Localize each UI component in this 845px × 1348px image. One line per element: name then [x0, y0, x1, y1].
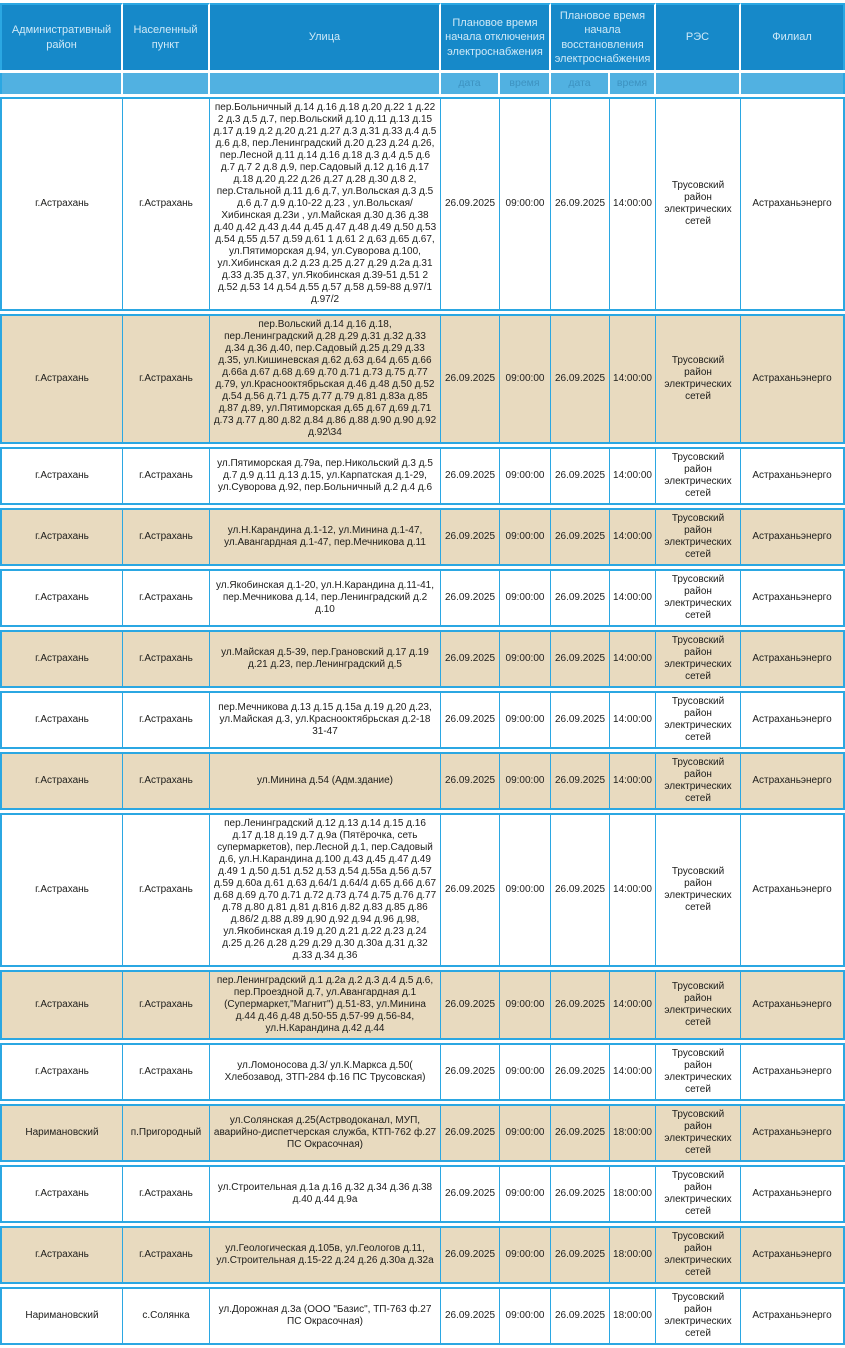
cell-settlement: г.Астрахань	[123, 630, 210, 688]
cell-street: ул.Пятиморская д.79а, пер.Никольский д.3 д.5 д.7 д.9 д.11 д.13 д.15, ул.Карпатская д.1-29, ул.Суворова д.92, пер.Больничный д.2 д.4 д.6	[210, 447, 441, 505]
cell-on-time: 14:00:00	[610, 314, 656, 444]
cell-settlement: с.Солянка	[123, 1287, 210, 1345]
cell-off-time: 09:00:00	[500, 752, 551, 810]
cell-settlement: г.Астрахань	[123, 1165, 210, 1223]
cell-res: Трусовский район электрических сетей	[656, 314, 741, 444]
column-header-outage-group: Плановое время начала отключения электроснабжения	[441, 3, 551, 70]
cell-on-time: 14:00:00	[610, 970, 656, 1040]
cell-off-time: 09:00:00	[500, 1165, 551, 1223]
cell-on-date: 26.09.2025	[551, 314, 610, 444]
table-row	[0, 1226, 845, 1284]
cell-off-date: 26.09.2025	[441, 1104, 500, 1162]
cell-street: ул.Ломоносова д.3/ ул.К.Маркса д.50( Хлебозавод, ЗТП-284 ф.16 ПС Трусовская)	[210, 1043, 441, 1101]
cell-settlement: п.Пригородный	[123, 1104, 210, 1162]
cell-on-time: 18:00:00	[610, 1165, 656, 1223]
cell-on-date: 26.09.2025	[551, 813, 610, 967]
cell-settlement: г.Астрахань	[123, 752, 210, 810]
column-header-restore-group: Плановое время начала восстановления электроснабжения	[551, 3, 656, 70]
cell-res: Трусовский район электрических сетей	[656, 813, 741, 967]
cell-res: Трусовский район электрических сетей	[656, 447, 741, 505]
cell-res: Трусовский район электрических сетей	[656, 1104, 741, 1162]
cell-on-date: 26.09.2025	[551, 1043, 610, 1101]
cell-on-date: 26.09.2025	[551, 569, 610, 627]
cell-res: Трусовский район электрических сетей	[656, 569, 741, 627]
cell-branch: Астраханьэнерго	[741, 1165, 845, 1223]
cell-branch: Астраханьэнерго	[741, 1043, 845, 1101]
table-row	[0, 1043, 845, 1101]
cell-street: пер.Мечникова д.13 д.15 д.15а д.19 д.20 д.23, ул.Майская д.3, ул.Краснооктябрьская д.2-18 31-47	[210, 691, 441, 749]
cell-on-time: 14:00:00	[610, 508, 656, 566]
cell-street: ул.Строительная д.1а д.16 д.32 д.34 д.36 д.38 д.40 д.44 д.9а	[210, 1165, 441, 1223]
cell-res: Трусовский район электрических сетей	[656, 1226, 741, 1284]
cell-street: ул.Якобинская д.1-20, ул.Н.Карандина д.11-41, пер.Мечникова д.14, пер.Ленинградский д.2 д.10	[210, 569, 441, 627]
cell-off-date: 26.09.2025	[441, 97, 500, 311]
table-row	[0, 1104, 845, 1162]
cell-district: г.Астрахань	[0, 752, 123, 810]
cell-street: ул.Н.Карандина д.1-12, ул.Минина д.1-47, ул.Авангардная д.1-47, пер.Мечникова д.11	[210, 508, 441, 566]
cell-district: г.Астрахань	[0, 97, 123, 311]
cell-on-time: 14:00:00	[610, 569, 656, 627]
cell-district: Наримановский	[0, 1104, 123, 1162]
cell-res: Трусовский район электрических сетей	[656, 508, 741, 566]
cell-branch: Астраханьэнерго	[741, 97, 845, 311]
cell-street: пер.Вольский д.14 д.16 д.18, пер.Ленинградский д.28 д.29 д.31 д.32 д.33 д.34 д.36 д.40, пер.Садовый д.25 д.29 д.33 д.35, ул.Кишиневская д.62 д.63 д.64 д.65 д.66 д.66а д.67 д.68 д.69 д.70 д.71 д.73 д.75 д.77 д.79, ул.Краснооктябрьская д.46 д.48 д.50 д.52 д.54 д.56 д.71 д.75 д.77 д.79 д.81 д.83а д.85 д.87 д.89, ул.Пятиморская д.65 д.67 д.69 д.71 д.73 д.77 д.80 д.82 д.84 д.86 д.88 д.90 д.90 д.92 д.92\34	[210, 314, 441, 444]
cell-settlement: г.Астрахань	[123, 1043, 210, 1101]
cell-off-time: 09:00:00	[500, 970, 551, 1040]
cell-res: Трусовский район электрических сетей	[656, 630, 741, 688]
cell-on-date: 26.09.2025	[551, 970, 610, 1040]
cell-district: г.Астрахань	[0, 813, 123, 967]
column-header-settlement: Населенный пункт	[123, 3, 210, 70]
cell-off-time: 09:00:00	[500, 1104, 551, 1162]
column-header-district: Административный район	[0, 3, 123, 70]
table-header	[0, 3, 845, 94]
cell-settlement: г.Астрахань	[123, 97, 210, 311]
cell-branch: Астраханьэнерго	[741, 813, 845, 967]
table-row	[0, 1287, 845, 1345]
cell-street: пер.Ленинградский д.12 д.13 д.14 д.15 д.16 д.17 д.18 д.19 д.7 д.9а (Пятёрочка, сеть супермаркетов), пер.Лесной д.1, пер.Садовый д.6, ул.Н.Карандина д.100 д.43 д.45 д.47 д.49 д.49 1 д.50 д.51 д.52 д.53 д.54 д.55а д.56 д.57 д.59 д.60а д.61 д.63 д.64/1 д.64/4 д.65 д.66 д.67 д.68 д.69 д.70 д.71 д.72 д.73 д.74 д.75 д.76 д.77 д.78 д.80 д.81 д.81 д.816 д.82 д.83 д.85 д.86 д.86/2 д.88 д.89 д.90 д.92 д.94 д.96 д.98, ул.Якобинская д.19 д.20 д.21 д.22 д.23 д.24 д.25 д.26 д.28 д.29 д.29 д.30 д.30а д.31 д.32 д.33 д.34 д.36	[210, 813, 441, 967]
cell-settlement: г.Астрахань	[123, 314, 210, 444]
cell-street: ул.Майская д.5-39, пер.Грановский д.17 д.19 д.21 д.23, пер.Ленинградский д.5	[210, 630, 441, 688]
cell-district: г.Астрахань	[0, 970, 123, 1040]
subheader-empty-district	[0, 73, 123, 94]
header-row-main	[0, 3, 845, 70]
cell-on-date: 26.09.2025	[551, 752, 610, 810]
cell-on-date: 26.09.2025	[551, 1104, 610, 1162]
cell-settlement: г.Астрахань	[123, 970, 210, 1040]
cell-on-date: 26.09.2025	[551, 1226, 610, 1284]
cell-on-time: 14:00:00	[610, 691, 656, 749]
table-row	[0, 314, 845, 444]
cell-on-time: 18:00:00	[610, 1226, 656, 1284]
cell-street: пер.Больничный д.14 д.16 д.18 д.20 д.22 1 д.22 2 д.3 д.5 д.7, пер.Вольский д.10 д.11 д.13 д.15 д.17 д.19 д.2 д.20 д.21 д.27 д.3 д.31 д.33 д.4 д.5 д.6 д.8, пер.Ленинградский д.20 д.23 д.24 д.26, пер.Лесной д.11 д.14 д.16 д.18 д.3 д.4 д.5 д.6 д.7 д.7 2 д.8 д.9, пер.Садовый д.12 д.16 д.17 д.18 д.20 д.22 д.26 д.27 д.28 д.30 д.8 2, пер.Стальной д.11 д.6 д.7, ул.Вольская д.3 д.5 д.6 д.7 д.9 д.10-22 д.23 , ул.Вольская/Хибинская д.23и , ул.Майская д.30 д.36 д.38 д.40 д.42 д.43 д.44 д.45 д.47 д.48 д.49 д.50 д.53 д.54 д.55 д.57 д.59 д.61 1 д.61 2 д.63 д.65 д.67, ул.Пятиморская д.94, ул.Суворова д.100, ул.Хибинская д.2 д.23 д.25 д.27 д.29 д.2а д.31 д.33 д.35 д.37, ул.Якобинская д.39-51 д.51 2 д.52 д.53 14 д.54 д.55 д.57 д.58 д.59-88 д.97/1 д.97/2	[210, 97, 441, 311]
cell-settlement: г.Астрахань	[123, 813, 210, 967]
cell-on-time: 14:00:00	[610, 630, 656, 688]
cell-branch: Астраханьэнерго	[741, 1287, 845, 1345]
cell-off-time: 09:00:00	[500, 447, 551, 505]
subheader-outage-date: дата	[441, 73, 500, 94]
table-row	[0, 508, 845, 566]
cell-branch: Астраханьэнерго	[741, 447, 845, 505]
cell-off-time: 09:00:00	[500, 1043, 551, 1101]
cell-on-time: 14:00:00	[610, 97, 656, 311]
cell-district: г.Астрахань	[0, 1165, 123, 1223]
cell-on-date: 26.09.2025	[551, 508, 610, 566]
cell-off-date: 26.09.2025	[441, 508, 500, 566]
cell-district: г.Астрахань	[0, 314, 123, 444]
cell-branch: Астраханьэнерго	[741, 1226, 845, 1284]
cell-off-time: 09:00:00	[500, 97, 551, 311]
cell-branch: Астраханьэнерго	[741, 314, 845, 444]
cell-branch: Астраханьэнерго	[741, 970, 845, 1040]
table-row	[0, 752, 845, 810]
table-row	[0, 447, 845, 505]
cell-on-time: 14:00:00	[610, 813, 656, 967]
cell-off-date: 26.09.2025	[441, 569, 500, 627]
cell-district: г.Астрахань	[0, 569, 123, 627]
table-row	[0, 691, 845, 749]
cell-off-date: 26.09.2025	[441, 630, 500, 688]
cell-district: г.Астрахань	[0, 691, 123, 749]
cell-off-date: 26.09.2025	[441, 970, 500, 1040]
cell-district: г.Астрахань	[0, 508, 123, 566]
subheader-empty-res	[656, 73, 741, 94]
cell-on-date: 26.09.2025	[551, 1165, 610, 1223]
cell-off-date: 26.09.2025	[441, 1043, 500, 1101]
cell-settlement: г.Астрахань	[123, 508, 210, 566]
cell-branch: Астраханьэнерго	[741, 691, 845, 749]
cell-off-time: 09:00:00	[500, 1226, 551, 1284]
subheader-outage-time: время	[500, 73, 551, 94]
cell-res: Трусовский район электрических сетей	[656, 1043, 741, 1101]
table-row	[0, 970, 845, 1040]
cell-on-time: 14:00:00	[610, 447, 656, 505]
cell-street: ул.Геологическая д.105в, ул.Геологов д.11, ул.Строительная д.15-22 д.24 д.26 д.30а д.32а	[210, 1226, 441, 1284]
cell-res: Трусовский район электрических сетей	[656, 691, 741, 749]
cell-off-date: 26.09.2025	[441, 1165, 500, 1223]
cell-off-time: 09:00:00	[500, 508, 551, 566]
cell-settlement: г.Астрахань	[123, 691, 210, 749]
cell-res: Трусовский район электрических сетей	[656, 752, 741, 810]
cell-settlement: г.Астрахань	[123, 569, 210, 627]
table-row	[0, 569, 845, 627]
cell-off-date: 26.09.2025	[441, 691, 500, 749]
cell-res: Трусовский район электрических сетей	[656, 1165, 741, 1223]
column-header-res: РЭС	[656, 3, 741, 70]
subheader-restore-date: дата	[551, 73, 610, 94]
cell-off-date: 26.09.2025	[441, 314, 500, 444]
cell-district: г.Астрахань	[0, 1043, 123, 1101]
cell-district: г.Астрахань	[0, 1226, 123, 1284]
cell-settlement: г.Астрахань	[123, 447, 210, 505]
cell-on-time: 18:00:00	[610, 1287, 656, 1345]
table-row	[0, 97, 845, 311]
column-header-branch: Филиал	[741, 3, 845, 70]
cell-street: ул.Солянская д.25(Астрводоканал, МУП, аварийно-диспетчерская служба, КТП-762 ф.27 ПС Окрасочная)	[210, 1104, 441, 1162]
cell-off-time: 09:00:00	[500, 813, 551, 967]
cell-off-date: 26.09.2025	[441, 752, 500, 810]
cell-on-time: 18:00:00	[610, 1104, 656, 1162]
cell-on-date: 26.09.2025	[551, 691, 610, 749]
cell-off-date: 26.09.2025	[441, 813, 500, 967]
cell-on-date: 26.09.2025	[551, 447, 610, 505]
cell-district: г.Астрахань	[0, 630, 123, 688]
cell-on-date: 26.09.2025	[551, 630, 610, 688]
subheader-restore-time: время	[610, 73, 656, 94]
cell-off-date: 26.09.2025	[441, 1287, 500, 1345]
table-row	[0, 630, 845, 688]
cell-off-time: 09:00:00	[500, 314, 551, 444]
cell-off-date: 26.09.2025	[441, 1226, 500, 1284]
table-body	[0, 97, 845, 1345]
cell-res: Трусовский район электрических сетей	[656, 1287, 741, 1345]
cell-res: Трусовский район электрических сетей	[656, 97, 741, 311]
subheader-empty-settlement	[123, 73, 210, 94]
column-header-street: Улица	[210, 3, 441, 70]
subheader-empty-street	[210, 73, 441, 94]
cell-off-time: 09:00:00	[500, 691, 551, 749]
cell-branch: Астраханьэнерго	[741, 508, 845, 566]
cell-district: г.Астрахань	[0, 447, 123, 505]
subheader-empty-branch	[741, 73, 845, 94]
cell-res: Трусовский район электрических сетей	[656, 970, 741, 1040]
cell-street: ул.Минина д.54 (Адм.здание)	[210, 752, 441, 810]
header-row-sub	[0, 73, 845, 94]
cell-off-time: 09:00:00	[500, 630, 551, 688]
cell-off-date: 26.09.2025	[441, 447, 500, 505]
cell-on-time: 14:00:00	[610, 752, 656, 810]
cell-on-time: 14:00:00	[610, 1043, 656, 1101]
cell-district: Наримановский	[0, 1287, 123, 1345]
cell-branch: Астраханьэнерго	[741, 569, 845, 627]
cell-on-date: 26.09.2025	[551, 97, 610, 311]
cell-street: ул.Дорожная д.3а (ООО "Базис", ТП-763 ф.27 ПС Окрасочная)	[210, 1287, 441, 1345]
cell-branch: Астраханьэнерго	[741, 1104, 845, 1162]
cell-street: пер.Ленинградский д.1 д.2а д.2 д.3 д.4 д.5 д.6, пер.Проездной д.7, ул.Авангардная д.1 (Супермаркет,"Магнит") д.51-83, ул.Минина д.44 д.46 д.48 д.50-55 д.57-99 д.56-84, ул.Н.Карандина д.42 д.44	[210, 970, 441, 1040]
table-row	[0, 813, 845, 967]
cell-settlement: г.Астрахань	[123, 1226, 210, 1284]
cell-branch: Астраханьэнерго	[741, 630, 845, 688]
cell-on-date: 26.09.2025	[551, 1287, 610, 1345]
cell-off-time: 09:00:00	[500, 569, 551, 627]
table-row	[0, 1165, 845, 1223]
cell-branch: Астраханьэнерго	[741, 752, 845, 810]
cell-off-time: 09:00:00	[500, 1287, 551, 1345]
